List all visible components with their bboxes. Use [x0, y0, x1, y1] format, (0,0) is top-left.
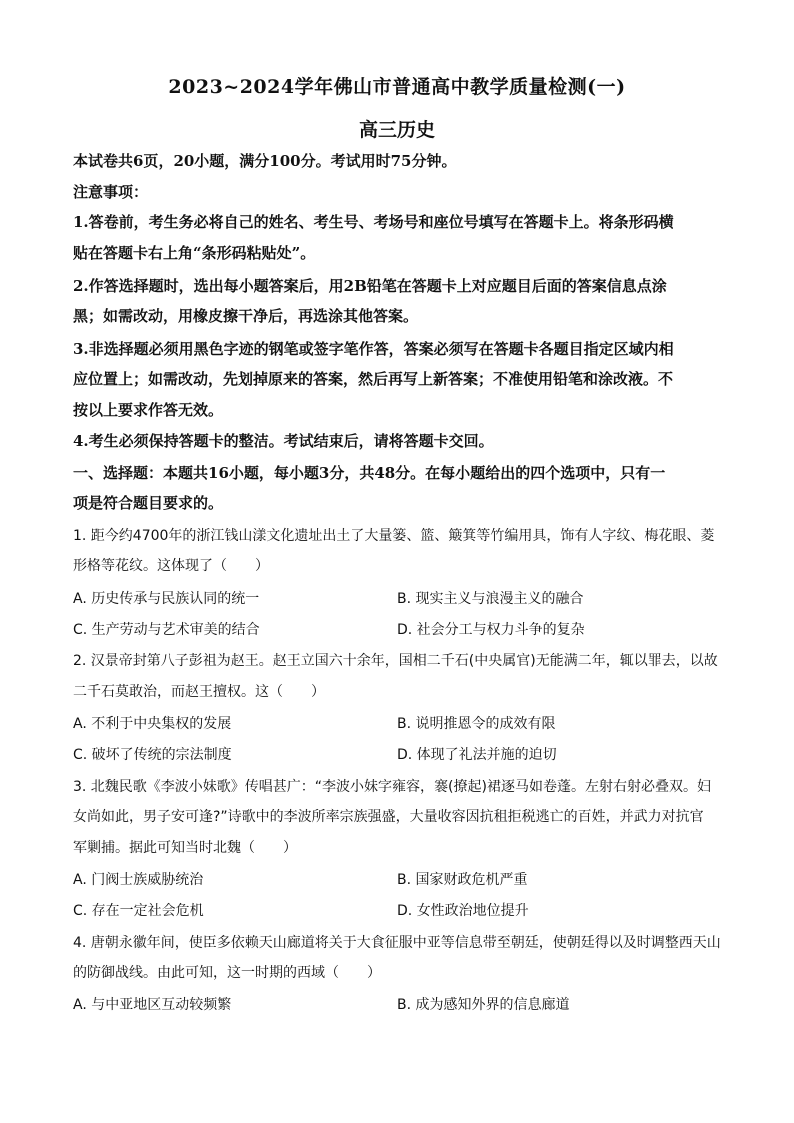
- page-title: 2023~2024学年佛山市普通高中教学质量检测(一): [168, 76, 626, 98]
- notice-item-1-line-2: 贴在答题卡右上角“条形码粘贴处”。: [73, 244, 316, 262]
- question-1-stem-line-1: 1. 距今约4700年的浙江钱山漾文化遗址出土了大量篓、篮、簸箕等竹编用具，饰有人字纹、梅花眼、菱: [73, 528, 715, 544]
- notice-item-2-line-1: 2.作答选择题时，选出每小题答案后，用2B铅笔在答题卡上对应题目后面的答案信息点涂: [73, 277, 667, 295]
- page-subtitle: 高三历史: [358, 119, 435, 141]
- question-3-option-a: A. 门阀士族威胁统治: [73, 872, 204, 888]
- notice-item-1-line-1: 1.答卷前，考生务必将自己的姓名、考生号、考场号和座位号填写在答题卡上。将条形码横: [73, 213, 674, 231]
- question-4-stem-line-1: 4. 唐朝永徽年间，使臣多依赖天山廊道将关于大食征服中亚等信息带至朝廷，使朝廷得以及时调整西天山: [73, 935, 721, 951]
- notice-item-3-line-3: 按以上要求作答无效。: [73, 401, 224, 419]
- question-2-stem-line-2: 二千石莫敢治，而赵王擅权。这（ ）: [73, 684, 325, 700]
- question-1-option-b: B. 现实主义与浪漫主义的融合: [397, 591, 584, 607]
- question-4-option-b: B. 成为感知外界的信息廊道: [397, 997, 570, 1013]
- question-2-stem-line-1: 2. 汉景帝封第八子彭祖为赵王。赵王立国六十余年，国相二千石(中央属官)无能满二年，辄以罪去，以故: [73, 653, 718, 669]
- section-1-heading-line-1: 一、选择题：本题共16小题，每小题3分，共48分。在每小题给出的四个选项中，只有一: [73, 464, 666, 482]
- notice-item-3-line-2: 应位置上；如需改动，先划掉原来的答案，然后再写上新答案；不准使用铅笔和涂改液。不: [73, 370, 674, 388]
- question-3-stem-line-3: 军剿捕。据此可知当时北魏（ ）: [73, 840, 297, 856]
- notice-item-3-line-1: 3.非选择题必须用黑色字迹的钢笔或签字笔作答，答案必须写在答题卡各题目指定区域内相: [73, 340, 674, 358]
- exam-intro: 本试卷共6页，20小题，满分100分。考试用时75分钟。: [73, 152, 457, 170]
- question-3-option-b: B. 国家财政危机严重: [397, 872, 528, 888]
- notice-item-2-line-2: 黑；如需改动，用橡皮擦干净后，再选涂其他答案。: [73, 307, 419, 325]
- question-2-option-a: A. 不利于中央集权的发展: [73, 716, 232, 732]
- question-4-stem-line-2: 的防御战线。由此可知，这一时期的西域（ ）: [73, 965, 381, 981]
- section-1-heading-line-2: 项是符合题目要求的。: [73, 494, 224, 512]
- notice-label: 注意事项：: [73, 183, 149, 201]
- question-3-option-d: D. 女性政治地位提升: [397, 903, 529, 919]
- question-1-option-d: D. 社会分工与权力斗争的复杂: [397, 622, 585, 638]
- question-1-option-a: A. 历史传承与民族认同的统一: [73, 591, 260, 607]
- question-3-option-c: C. 存在一定社会危机: [73, 903, 204, 919]
- question-2-option-b: B. 说明推恩令的成效有限: [397, 716, 556, 732]
- question-3-stem-line-2: 女尚如此，男子安可逢?”诗歌中的李波所率宗族强盛，大量收容因抗租拒税逃亡的百姓，并武力对抗官: [73, 809, 704, 825]
- question-1-option-c: C. 生产劳动与艺术审美的结合: [73, 622, 260, 638]
- question-2-option-c: C. 破坏了传统的宗法制度: [73, 747, 232, 763]
- question-2-option-d: D. 体现了礼法并施的迫切: [397, 747, 557, 763]
- question-3-stem-line-1: 3. 北魏民歌《李波小妹歌》传唱甚广：“李波小妹字雍容，褰(撩起)裙逐马如卷蓬。左射右射必叠双。妇: [73, 779, 711, 795]
- question-1-stem-line-2: 形格等花纹。这体现了（ ）: [73, 558, 269, 574]
- question-4-option-a: A. 与中亚地区互动较频繁: [73, 997, 232, 1013]
- notice-item-4-line-1: 4.考生必须保持答题卡的整洁。考试结束后，请将答题卡交回。: [73, 432, 494, 450]
